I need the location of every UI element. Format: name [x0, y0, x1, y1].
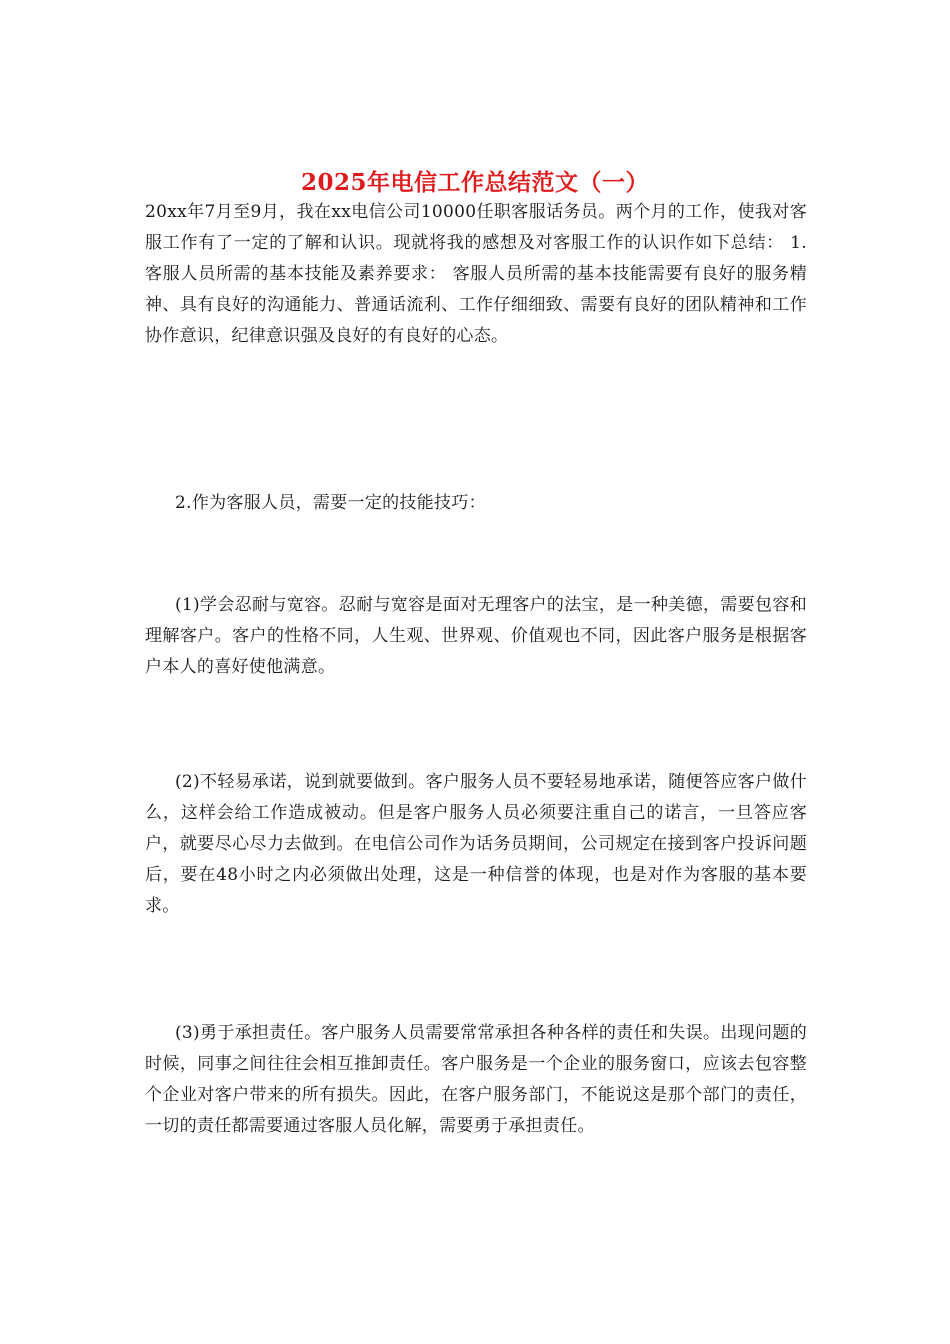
skill-item-paragraph-1: (1)学会忍耐与宽容。忍耐与宽容是面对无理客户的法宝，是一种美德，需要包容和理解客户。客户的性格不同，人生观、世界观、价值观也不同，因此客户服务是根据客户本人的喜好使他满意。 [145, 595, 807, 677]
document-title: 2025年电信工作总结范文（一） [300, 169, 649, 197]
skill-item-paragraph-3: (3)勇于承担责任。客户服务人员需要常常承担各种各样的责任和失误。出现问题的时候，同事之间往往会相互推卸责任。客户服务是一个企业的服务窗口，应该去包容整个企业对客户带来的所有损失。因此，在客户服务部门，不能说这是那个部门的责任，一切的责任都需要通过客服人员化解，需要勇于承担责任。 [145, 1023, 807, 1136]
skills-heading-paragraph: 2.作为客服人员，需要一定的技能技巧： [175, 493, 486, 513]
skill-item-paragraph-2: (2)不轻易承诺，说到就要做到。客户服务人员不要轻易地承诺，随便答应客户做什么，这样会给工作造成被动。但是客户服务人员必须要注重自己的诺言，一旦答应客户，就要尽心尽力去做到。在电信公司作为话务员期间，公司规定在接到客户投诉问题后，要在48小时之内必须做出处理，这是一种信誉的体现，也是对作为客服的基本要求。 [145, 772, 807, 916]
intro-paragraph: 20xx年7月至9月，我在xx电信公司10000任职客服话务员。两个月的工作，使我对客服工作有了一定的了解和认识。现就将我的感想及对客服工作的认识作如下总结： 1.客服人员所需的基本技能及素养要求： 客服人员所需的基本技能需要有良好的服务精神、具有良好的沟通能力、普通话流利、工作仔细细致、需要有良好的团队精神和工作协作意识，纪律意识强及良好的有良好的心态。 [145, 202, 807, 346]
